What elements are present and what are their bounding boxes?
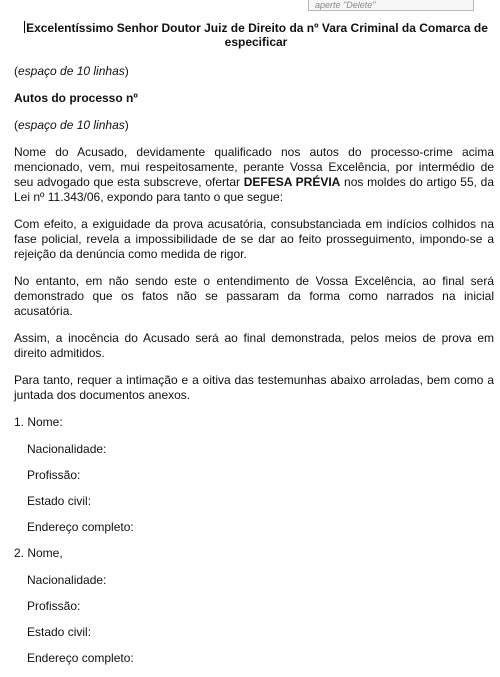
text-cursor [24,21,25,33]
spacing-note-top: (espaço de 10 linhas) [14,64,129,78]
witness-address-1: Endereço completo: [27,520,134,534]
delete-hint-tab: aperte "Delete" [308,0,474,11]
witness-nationality-2: Nacionalidade: [27,573,107,587]
paragraph-request: Para tanto, requer a intimação e a oitiva das testemunhas abaixo arroladas, bem como a juntada dos documentos anexos. [14,373,494,402]
witness-address-2: Endereço completo: [27,651,134,665]
witness-block-2 [14,546,494,666]
paragraph-introduction: Nome do Acusado, devidamente qualificado nos autos do processo-crime acima mencionado, vem, mui respeitosamente, perante Vossa Excelência, por intermédio de seu advogado que esta subscreve, ofertar DEFESA PRÉVIA nos moldes do artigo 55, da Lei nº 11.343/06, expondo para tanto o que segue: [14,145,495,204]
defense-title-bold: DEFESA PRÉVIA [243,175,341,189]
witness-civil-status-1: Estado civil: [27,494,92,508]
document-page[interactable] [14,21,494,677]
witness-name-1: 1. Nome: [14,415,63,429]
witness-nationality-1: Nacionalidade: [27,442,107,456]
witness-profession-2: Profissão: [27,599,81,613]
paragraph-innocence: Assim, a inocência do Acusado será ao final demonstrada, pelos meios de prova em direito admitidos. [14,331,494,360]
paragraph-evidence: Com efeito, a exiguidade da prova acusatória, consubstanciada em indícios colhidos na fase policial, revela a impossibilidade de se dar ao feito prosseguimento, impondo-se a rejeição da denúncia como medida de rigor. [14,217,494,261]
witness-profession-1: Profissão: [27,468,81,482]
witness-name-2: 2. Nome, [14,546,63,560]
document-title: Excelentíssimo Senhor Doutor Juiz de Direito da nº Vara Criminal da Comarca de especificar [26,21,488,49]
witness-block-1 [14,415,494,535]
paragraph-alternative: No entanto, em não sendo este o entendimento de Vossa Excelência, ao final será demonstrado que os fatos não se passaram da forma como narrados na inicial acusatória. [14,274,494,318]
case-number-heading: Autos do processo nº [14,91,138,105]
witness-civil-status-2: Estado civil: [27,625,92,639]
spacing-note-middle: (espaço de 10 linhas) [14,118,129,132]
